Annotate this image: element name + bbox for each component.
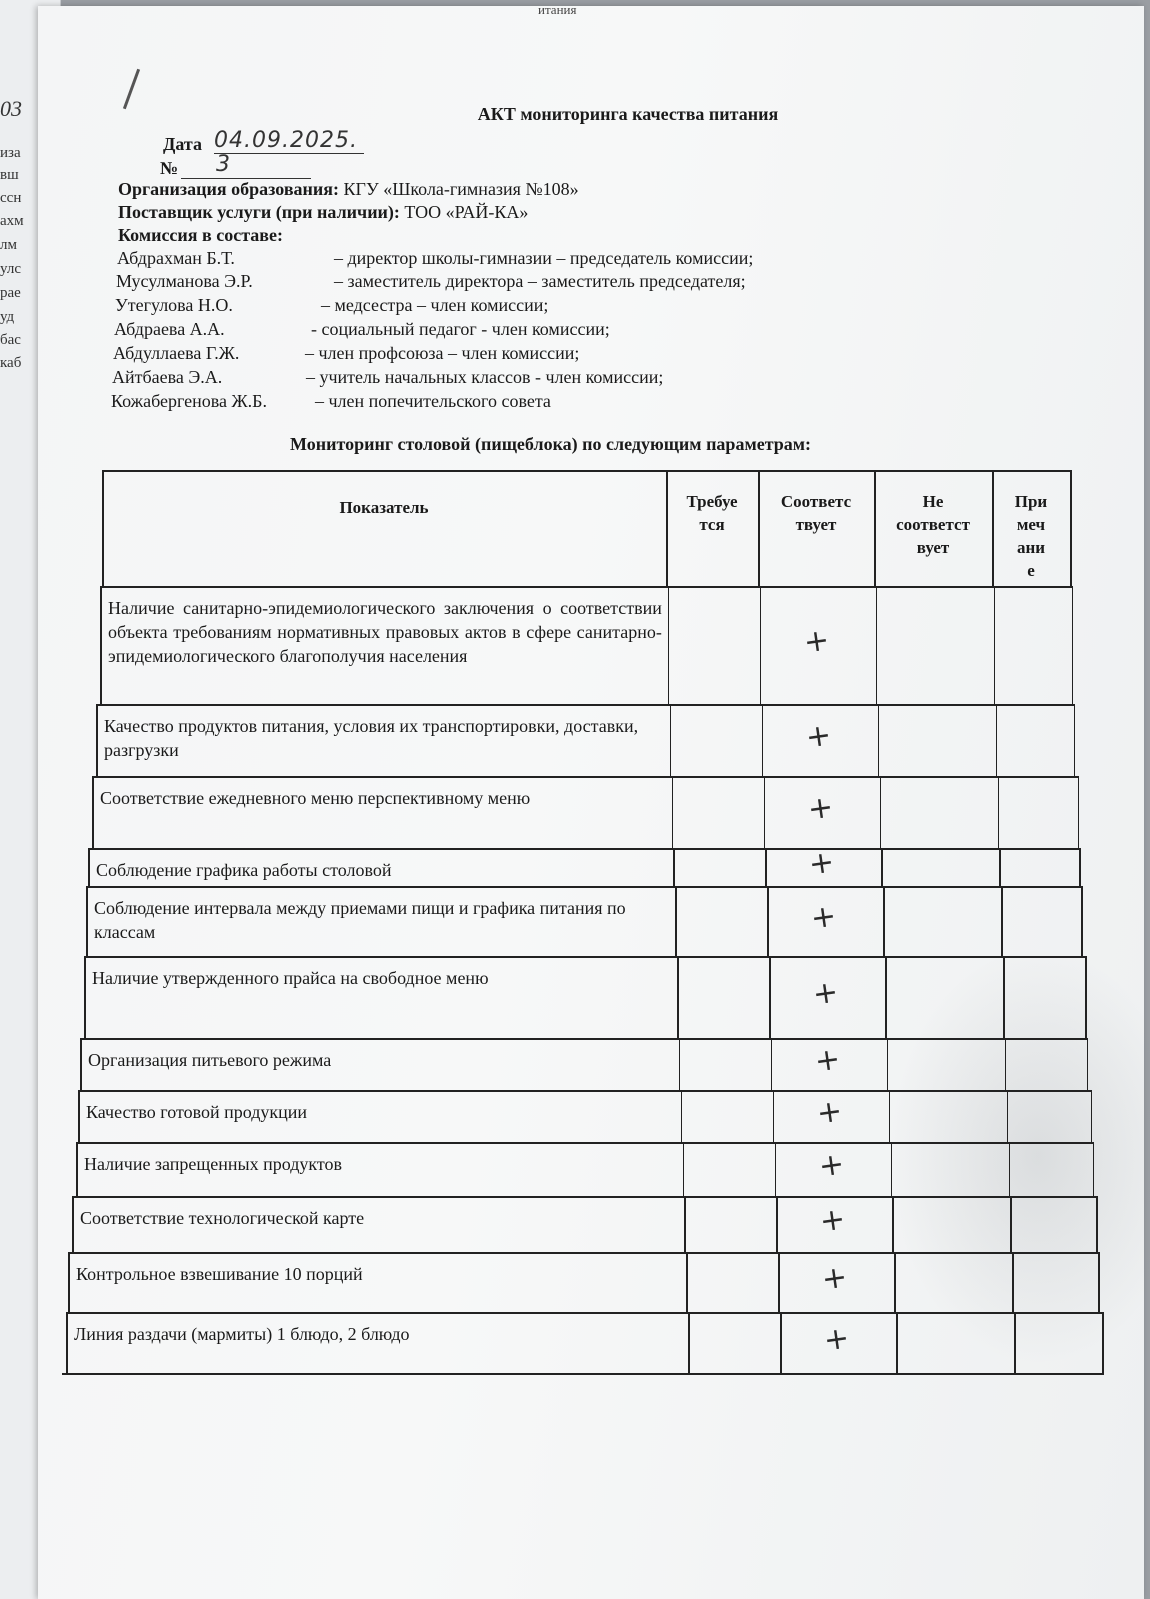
- table-rule: [767, 886, 769, 957]
- table-rule: [1087, 1038, 1089, 1091]
- table-rule: [62, 1373, 1104, 1375]
- member-name: Абдуллаева Г.Ж.: [113, 343, 240, 363]
- table-rule: [1081, 886, 1083, 957]
- document-title: АКТ мониторинга качества питания: [477, 104, 779, 124]
- table-rule: [1085, 956, 1087, 1039]
- paper-shadow: [888, 946, 1150, 1366]
- supplier-value: ТОО «РАЙ-КА»: [404, 202, 529, 222]
- table-rule: [76, 1142, 1093, 1144]
- table-rule: [683, 1142, 685, 1197]
- table-rule: [780, 1312, 782, 1374]
- complies-checkmark: +: [810, 974, 841, 1013]
- document-sheet: [38, 2, 1144, 1599]
- organization-value: КГУ «Школа-гимназия №108»: [343, 179, 579, 199]
- member-role: – член попечительского совета: [315, 391, 551, 411]
- member-role: – директор школы-гимназии – председатель комиссии;: [334, 248, 754, 268]
- table-rule: [80, 1038, 1087, 1040]
- back-fragment: каб: [0, 355, 22, 371]
- pen-mark: [123, 69, 140, 109]
- table-rule: [677, 956, 679, 1039]
- complies-checkmark: +: [806, 844, 837, 883]
- table-rule: [1010, 1196, 1012, 1253]
- complies-checkmark: +: [801, 622, 832, 661]
- table-rule: [688, 1312, 690, 1374]
- table-rule: [1072, 586, 1074, 705]
- complies-checkmark: +: [821, 1319, 852, 1359]
- table-rule: [891, 1142, 893, 1197]
- table-rule: [96, 704, 1074, 706]
- table-rule: [84, 956, 1085, 958]
- back-fragment: рае: [0, 285, 21, 301]
- table-rule: [1009, 1142, 1011, 1197]
- back-fragment: улс: [0, 261, 21, 277]
- complies-checkmark: +: [816, 1146, 846, 1185]
- organization-line: [118, 179, 579, 200]
- table-rule: [1074, 704, 1076, 777]
- table-rule: [769, 956, 771, 1039]
- table-rule: [670, 704, 672, 777]
- table-rule: [887, 1038, 889, 1091]
- complies-checkmark: +: [803, 717, 834, 756]
- table-rule: [998, 776, 1000, 849]
- complies-checkmark: +: [818, 1201, 848, 1240]
- table-rule: [1005, 1038, 1007, 1091]
- indicator-label: Контрольное взвешивание 10 порций: [76, 1264, 363, 1284]
- back-fragment: вш: [0, 167, 19, 183]
- table-rule: [66, 1312, 1102, 1314]
- table-rule: [894, 1252, 896, 1313]
- indicator-label: Наличие утвержденного прайса на свободное меню: [92, 968, 489, 988]
- member-role: – медсестра – член комиссии;: [321, 295, 549, 315]
- table-rule: [96, 704, 98, 777]
- table-rule: [889, 1090, 891, 1143]
- complies-checkmark: +: [805, 789, 835, 828]
- indicator-label: Соответствие ежедневного меню перспективному меню: [100, 788, 531, 808]
- indicator-label: Наличие запрещенных продуктов: [84, 1154, 343, 1174]
- table-rule: [892, 1196, 894, 1253]
- table-rule: [996, 704, 998, 777]
- member-role: – учитель начальных классов - член комиссии;: [306, 367, 664, 387]
- complies-checkmark: +: [808, 898, 839, 937]
- table-rule: [762, 704, 764, 777]
- table-rule: [1012, 1252, 1014, 1313]
- table-rule: [881, 848, 883, 887]
- commission-line: [118, 225, 283, 246]
- table-rule: [78, 1090, 1091, 1092]
- indicator-label: Соответствие технологической карте: [80, 1208, 365, 1228]
- member-name: Кожабергенова Ж.Б.: [111, 391, 267, 411]
- table-rule: [675, 886, 677, 957]
- table-header-cell: Требуе тся: [686, 492, 738, 534]
- table-rule: [686, 1252, 688, 1313]
- table-rule: [883, 886, 885, 957]
- top-bleed-text: итания: [538, 2, 577, 17]
- member-name: Абдраева А.А.: [114, 319, 225, 339]
- table-rule: [1096, 1196, 1098, 1253]
- indicator-label: Соблюдение графика работы столовой: [96, 860, 392, 880]
- table-rule: [102, 470, 104, 587]
- table-rule: [878, 704, 880, 777]
- table-rule: [684, 1196, 686, 1253]
- table-rule: [1102, 1312, 1104, 1374]
- complies-checkmark: +: [814, 1093, 845, 1132]
- table-rule: [668, 586, 670, 705]
- section-title: Мониторинг столовой (пищеблока) по следующим параметрам:: [290, 434, 812, 454]
- table-rule: [1078, 776, 1080, 849]
- table-rule: [100, 586, 102, 705]
- table-header-cell: Не соответст вует: [896, 492, 970, 557]
- member-role: - социальный педагог - член комиссии;: [311, 319, 610, 339]
- complies-checkmark: +: [812, 1041, 843, 1080]
- table-rule: [765, 848, 767, 887]
- table-rule: [1070, 470, 1072, 587]
- complies-checkmark: +: [819, 1259, 850, 1298]
- organization-label: Организация образования:: [118, 179, 340, 199]
- table-rule: [88, 848, 1079, 850]
- table-rule: [778, 1252, 780, 1313]
- table-rule: [673, 848, 675, 887]
- indicator-label: Соблюдение интервала между приемами пищи и графика питания по классам: [94, 898, 626, 942]
- back-fragment: уд: [0, 309, 15, 325]
- indicator-label: Наличие санитарно-эпидемиологического заключения о соответствии объекта требованиям нормативных правовых актов в сфере санитарно-эпидемиологического благополучия населения: [108, 598, 662, 666]
- table-rule: [100, 586, 1072, 588]
- table-rule: [86, 886, 88, 957]
- table-rule: [80, 1038, 82, 1091]
- table-rule: [66, 1312, 68, 1374]
- table-header-cell: Показатель: [339, 498, 429, 517]
- table-rule: [760, 586, 762, 705]
- member-name: Утегулова Н.О.: [115, 295, 233, 315]
- table-rule: [76, 1142, 78, 1197]
- table-header-cell: При меч ани е: [1014, 492, 1048, 580]
- table-rule: [1003, 956, 1005, 1039]
- table-header-cell: Соответс твует: [780, 492, 852, 534]
- table-rule: [885, 956, 887, 1039]
- table-rule: [994, 586, 996, 705]
- table-rule: [880, 776, 882, 849]
- back-fragment: 03: [0, 96, 22, 121]
- table-rule: [78, 1090, 80, 1143]
- table-rule: [84, 956, 86, 1039]
- table-rule: [1079, 848, 1081, 887]
- number-value: 3: [216, 152, 231, 177]
- table-rule: [764, 776, 766, 849]
- indicator-label: Организация питьевого режима: [88, 1050, 332, 1070]
- table-rule: [1014, 1312, 1016, 1374]
- table-rule: [775, 1142, 777, 1197]
- back-fragment: лм: [0, 237, 17, 253]
- table-rule: [773, 1090, 775, 1143]
- table-rule: [72, 1196, 1096, 1198]
- table-rule: [771, 1038, 773, 1091]
- back-fragment: ахм: [0, 213, 24, 229]
- table-rule: [1001, 886, 1003, 957]
- table-rule: [92, 776, 1078, 778]
- supplier-line: [118, 202, 528, 223]
- back-fragment: иза: [0, 145, 21, 161]
- date-label: Дата: [163, 134, 202, 154]
- back-fragment: ссн: [0, 190, 22, 206]
- table-rule: [86, 886, 1081, 888]
- table-rule: [68, 1252, 70, 1313]
- table-rule: [1093, 1142, 1095, 1197]
- table-rule: [672, 776, 674, 849]
- table-rule: [876, 586, 878, 705]
- supplier-label: Поставщик услуги (при наличии):: [118, 202, 400, 222]
- table-rule: [776, 1196, 778, 1253]
- table-rule: [68, 1252, 1098, 1254]
- member-role: – член профсоюза – член комиссии;: [305, 343, 580, 363]
- date-value: 04.09.2025.: [214, 128, 364, 154]
- table-rule: [88, 848, 90, 887]
- member-name: Мусулманова Э.Р.: [116, 271, 253, 291]
- indicator-label: Качество готовой продукции: [86, 1102, 308, 1122]
- table-rule: [999, 848, 1001, 887]
- commission-label: Комиссия в составе:: [118, 225, 283, 245]
- indicator-label: Качество продуктов питания, условия их транспортировки, доставки, разгрузки: [104, 716, 639, 760]
- member-role: – заместитель директора – заместитель председателя;: [334, 271, 746, 291]
- table-rule: [681, 1090, 683, 1143]
- table-rule: [102, 470, 1070, 472]
- table-rule: [1098, 1252, 1100, 1313]
- number-label: №: [160, 158, 179, 178]
- table-rule: [1091, 1090, 1093, 1143]
- table-rule: [92, 776, 94, 849]
- member-name: Абдрахман Б.Т.: [117, 248, 235, 268]
- table-rule: [679, 1038, 681, 1091]
- table-rule: [1007, 1090, 1009, 1143]
- table-rule: [72, 1196, 74, 1253]
- table-rule: [896, 1312, 898, 1374]
- indicator-label: Линия раздачи (мармиты) 1 блюдо, 2 блюдо: [74, 1324, 410, 1344]
- member-name: Айтбаева Э.А.: [112, 367, 223, 387]
- back-fragment: бас: [0, 332, 21, 348]
